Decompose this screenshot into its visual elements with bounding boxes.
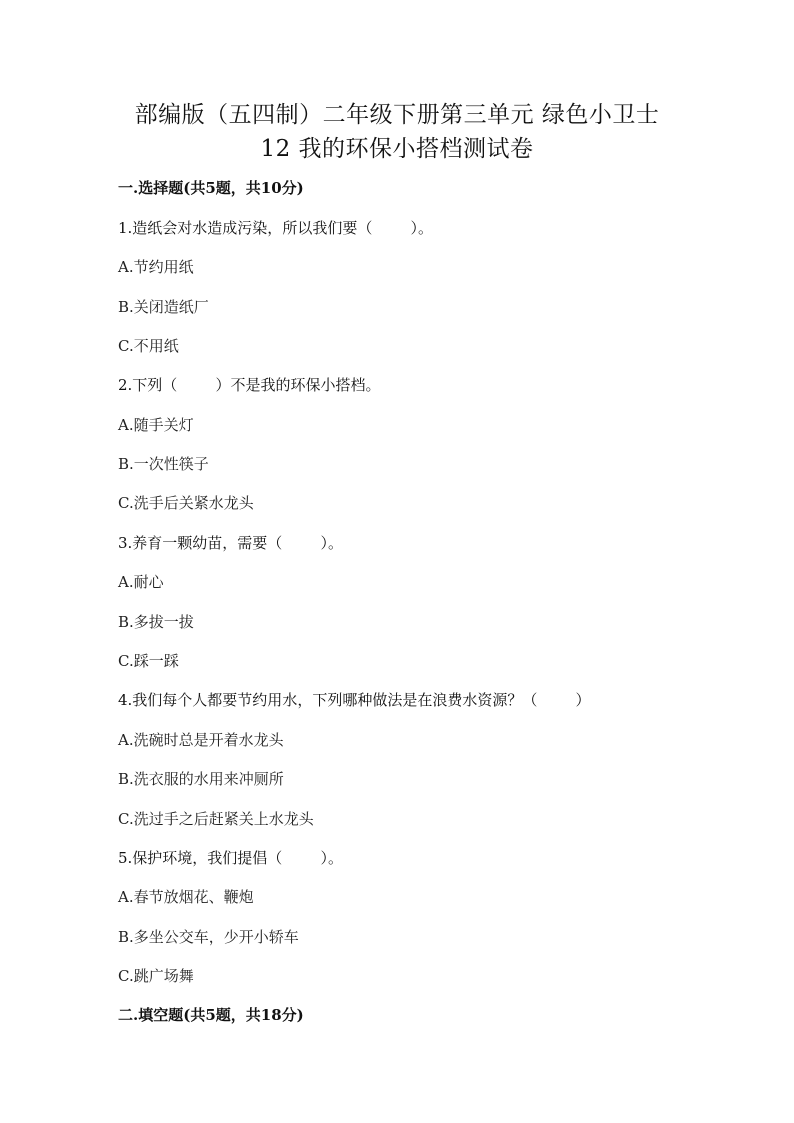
question-2-option-a: A.随手关灯	[118, 416, 194, 434]
question-1-option-c: C.不用纸	[118, 337, 179, 355]
question-1-stem: 1.造纸会对水造成污染，所以我们要（ ）。	[118, 219, 433, 237]
exam-title-line2: 12 我的环保小搭档测试卷	[260, 136, 534, 162]
question-1-option-a: A.节约用纸	[118, 258, 194, 276]
section-heading-fill-blank: 二.填空题(共5题，共18分)	[118, 1006, 304, 1024]
question-3-option-a: A.耐心	[118, 573, 164, 591]
exam-title-line1: 部编版（五四制）二年级下册第三单元 绿色小卫士	[134, 102, 660, 128]
question-2-option-b: B.一次性筷子	[118, 455, 209, 473]
question-2-stem: 2.下列（ ）不是我的环保小搭档。	[118, 376, 381, 394]
question-5-option-b: B.多坐公交车，少开小轿车	[118, 928, 299, 946]
question-5-option-c: C.跳广场舞	[118, 967, 194, 985]
question-3-option-b: B.多拔一拔	[118, 613, 194, 631]
question-4-stem: 4.我们每个人都要节约用水，下列哪种做法是在浪费水资源？（ ）	[118, 691, 591, 709]
question-4-option-b: B.洗衣服的水用来冲厕所	[118, 770, 284, 788]
section-heading-choice: 一.选择题(共5题，共10分)	[118, 179, 304, 197]
question-4-option-a: A.洗碗时总是开着水龙头	[118, 731, 284, 749]
question-4-option-c: C.洗过手之后赶紧关上水龙头	[118, 810, 314, 828]
question-3-stem: 3.养育一颗幼苗，需要（ ）。	[118, 534, 343, 552]
question-1-option-b: B.关闭造纸厂	[118, 298, 209, 316]
question-5-option-a: A.春节放烟花、鞭炮	[118, 888, 254, 906]
question-5-stem: 5.保护环境，我们提倡（ ）。	[118, 849, 343, 867]
question-3-option-c: C.踩一踩	[118, 652, 179, 670]
question-2-option-c: C.洗手后关紧水龙头	[118, 494, 254, 512]
